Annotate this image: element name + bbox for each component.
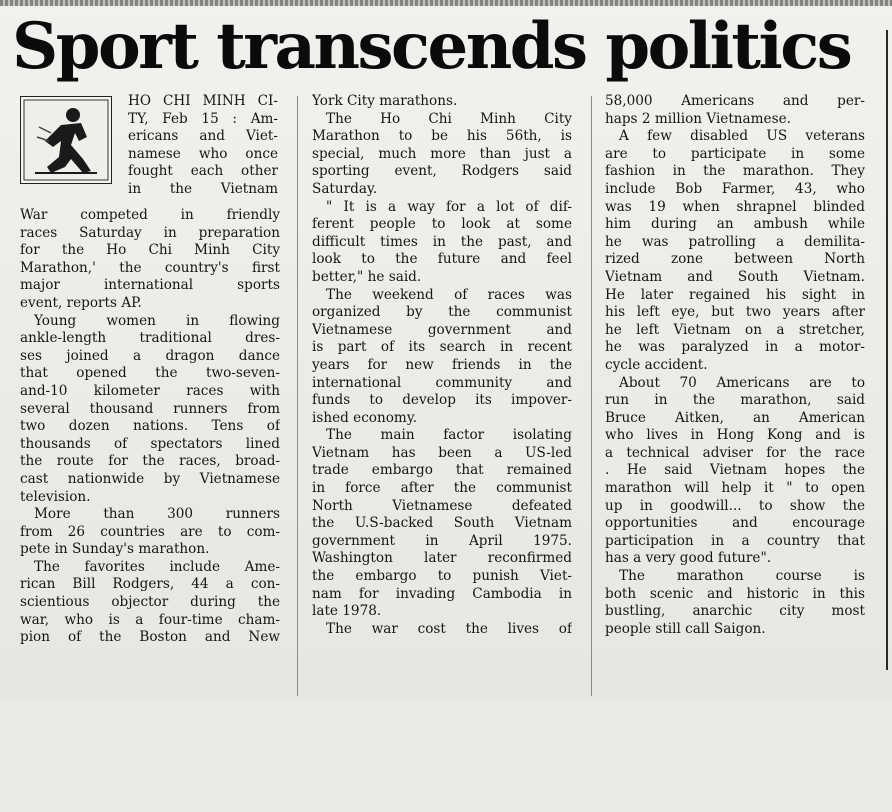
text-line: 58,000 Americans and per- — [605, 93, 865, 109]
text-line: rican Bill Rodgers, 44 a con- — [20, 576, 280, 593]
headline: Sport transcends politics — [12, 9, 851, 84]
text-line: nam for invading Cambodia in — [312, 585, 572, 602]
text-line: races Saturday in preparation — [20, 224, 280, 241]
text-line: in force after the communist — [312, 480, 572, 497]
text-line: Vietnam and South Vietnam. — [605, 268, 865, 285]
text-line: The war cost the lives of — [326, 620, 572, 637]
text-line: he left Vietnam on a stretcher, — [605, 321, 865, 338]
text-line: About 70 Americans are to — [619, 374, 865, 391]
text-line: organized by the communist — [312, 304, 572, 321]
text-line: the U.S-backed South Vietnam — [312, 515, 572, 532]
text-line: scientious objector during the — [20, 594, 280, 611]
text-line: from 26 countries are to com- — [20, 523, 280, 540]
text-line: are to participate in some — [605, 145, 865, 162]
text-line: cycle accident. — [605, 356, 708, 373]
text-line: years for new friends in the — [312, 356, 572, 373]
text-line: The weekend of races was — [326, 286, 572, 303]
text-line: event, reports AP. — [20, 294, 142, 311]
text-line: he was patrolling a demilita- — [605, 233, 865, 250]
text-line: several thousand runners from — [20, 400, 280, 417]
text-line: Saturday. — [312, 180, 378, 197]
text-line: haps 2 million Vietnamese. — [605, 110, 791, 127]
text-line: who lives in Hong Kong and is — [605, 427, 865, 444]
text-line: the route for the races, broad- — [20, 453, 280, 470]
text-line: ferent people to look at some — [312, 216, 572, 233]
text-line: both scenic and historic in this — [605, 585, 865, 602]
column-1 — [20, 207, 280, 812]
text-line: war, who is a four-time cham- — [20, 611, 280, 628]
text-line: opportunities and encourage — [605, 515, 865, 532]
text-line: ished economy. — [312, 409, 418, 426]
text-line: difficult times in the past, and — [312, 233, 572, 250]
text-line: North Vietnamese defeated — [312, 497, 572, 514]
text-line: fought each other — [128, 163, 278, 180]
text-line: Vietnamese government and — [312, 321, 572, 338]
text-line: he was paralyzed in a motor- — [605, 339, 865, 356]
text-line: " It is a way for a lot of dif- — [326, 198, 572, 215]
lead-paragraph-wrap — [128, 93, 278, 199]
text-line: The favorites include Ame- — [34, 558, 280, 575]
text-line: international community and — [312, 374, 572, 391]
text-line: The Ho Chi Minh City — [326, 110, 572, 127]
text-line: fashion in the marathon. They — [605, 163, 865, 180]
text-line: namese who once — [128, 145, 278, 162]
text-line: funds to develop its impover- — [312, 392, 572, 409]
right-border — [886, 30, 888, 670]
column-2 — [312, 93, 572, 698]
text-line: the embargo to punish Viet- — [312, 568, 572, 585]
text-line: thousands of spectators lined — [20, 435, 280, 452]
text-line: Young women in flowing — [34, 312, 280, 329]
text-line: cast nationwide by Vietnamese — [20, 470, 280, 487]
text-line: better," he said. — [312, 268, 422, 285]
text-line: Washington later reconfirmed — [312, 550, 572, 567]
text-line: Marathon,' the country's first — [20, 259, 280, 276]
runner-icon — [21, 97, 111, 183]
text-line: bustling, anarchic city most — [605, 603, 865, 620]
text-line: special, much more than just a — [312, 145, 572, 162]
text-line: and-10 kilometer races with — [20, 382, 280, 399]
text-line: A few disabled US veterans — [619, 128, 865, 145]
text-line: has a very good future". — [605, 550, 772, 567]
text-line: ses joined a dragon dance — [20, 347, 280, 364]
text-line: marathon will help it " to open — [605, 480, 865, 497]
text-line: in the Vietnam — [128, 180, 278, 197]
text-line: The marathon course is — [619, 568, 865, 585]
text-line: him during an ambush while — [605, 216, 865, 233]
text-line: rized zone between North — [605, 251, 865, 268]
text-line: up in goodwill... to show the — [605, 497, 865, 514]
text-line: a technical adviser for the race — [605, 444, 865, 461]
column-3 — [605, 93, 865, 698]
text-line: Marathon to be his 56th, is — [312, 128, 572, 145]
text-line: television. — [20, 488, 91, 505]
text-line: participation in a country that — [605, 532, 865, 549]
text-line: two dozen nations. Tens of — [20, 418, 280, 435]
text-line: government in April 1975. — [312, 532, 572, 549]
text-line: look to the future and feel — [312, 251, 572, 268]
column-divider — [297, 96, 298, 696]
text-line: HO CHI MINH CI- — [128, 93, 278, 109]
text-line: is part of its search in recent — [312, 339, 572, 356]
text-line: The main factor isolating — [326, 427, 572, 444]
text-line: for the Ho Chi Minh City — [20, 242, 280, 259]
text-line: include Bob Farmer, 43, who — [605, 180, 865, 197]
text-line: York City marathons. — [312, 93, 458, 109]
runner-logo-image — [20, 96, 112, 184]
text-line: ericans and Viet- — [128, 128, 278, 145]
text-line: sporting event, Rodgers said — [312, 163, 572, 180]
text-line: pion of the Boston and New — [20, 629, 280, 646]
text-line: TY, Feb 15 : Am- — [128, 110, 278, 127]
text-line: trade embargo that remained — [312, 462, 572, 479]
column-divider — [591, 96, 592, 696]
text-line: He later regained his sight in — [605, 286, 865, 303]
text-line: pete in Sunday's marathon. — [20, 541, 210, 558]
text-line: his left eye, but two years after — [605, 304, 865, 321]
text-line: that opened the two-seven- — [20, 365, 280, 382]
text-line: major international sports — [20, 277, 280, 294]
text-line: War competed in friendly — [20, 207, 280, 223]
text-line: people still call Saigon. — [605, 620, 766, 637]
text-line: More than 300 runners — [34, 506, 280, 523]
text-line: . He said Vietnam hopes the — [605, 462, 865, 479]
text-line: run in the marathon, said — [605, 392, 865, 409]
text-line: Bruce Aitken, an American — [605, 409, 865, 426]
text-line: Vietnam has been a US-led — [312, 444, 572, 461]
text-line: was 19 when shrapnel blinded — [605, 198, 865, 215]
text-line: late 1978. — [312, 603, 382, 620]
text-line: ankle-length traditional dres- — [20, 330, 280, 347]
